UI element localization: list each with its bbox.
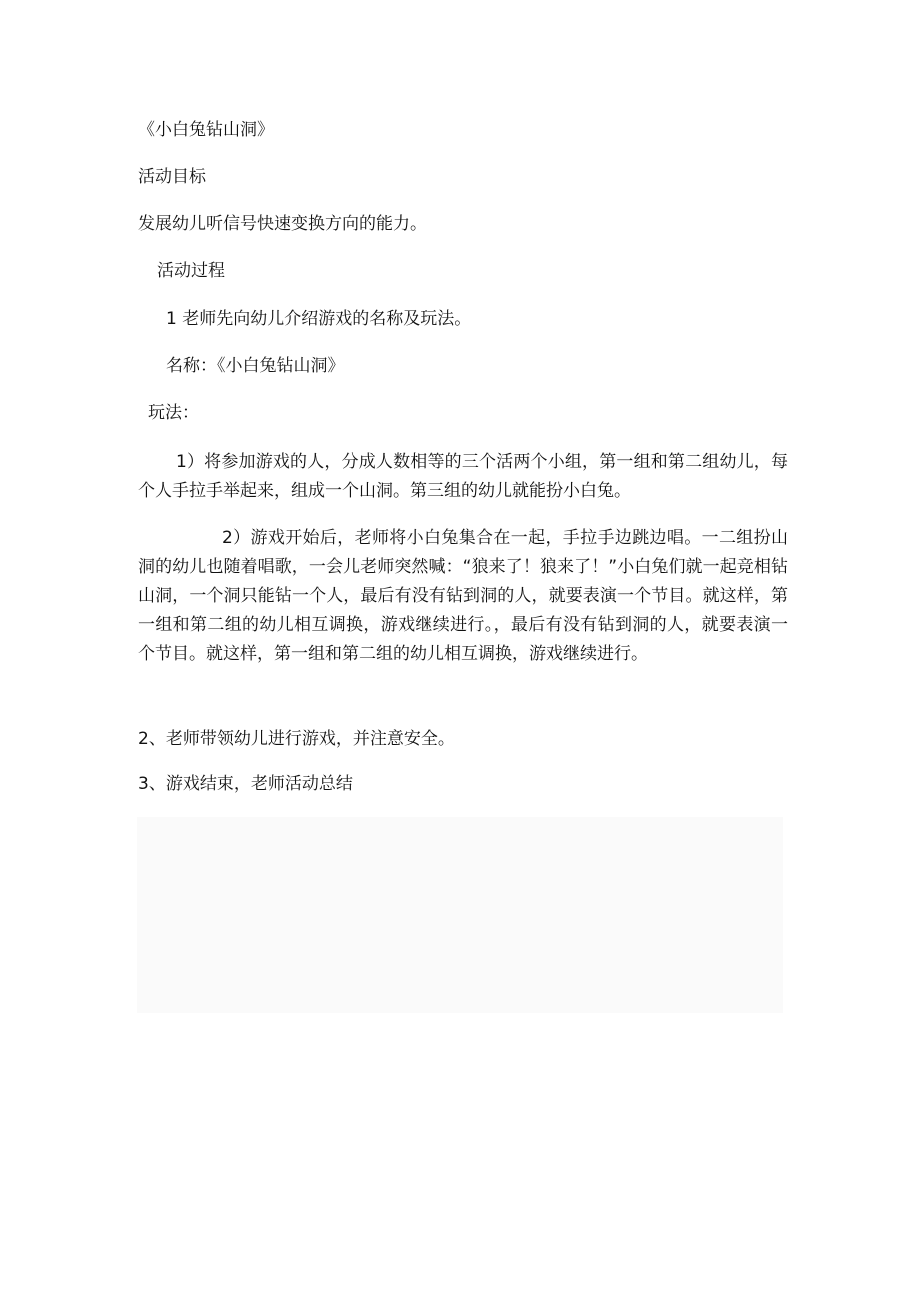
- blank-image-area: [137, 817, 783, 1013]
- rule-2-paragraph: 2）游戏开始后，老师将小白兔集合在一起，手拉手边跳边唱。一二组扮山洞的幼儿也随着唱歌，一会儿老师突然喊：“狼来了！狼来了！”小白兔们就一起竞相钻山洞，一个洞只能钻一个人，最后有没有钻到洞的人，就要表演一个节目。就这样，第一组和第二组的幼儿相互调换，游戏继续进行。，最后有没有钻到洞的人，就要表演一个节目。就这样，第一组和第二组的幼儿相互调换，游戏继续进行。: [138, 528, 788, 664]
- rules-heading: 玩法：: [148, 403, 199, 423]
- rule-1-paragraph: 1）将参加游戏的人，分成人数相等的三个活两个小组，第一组和第二组幼儿，每个人手拉手举起来，组成一个山洞。第三组的幼儿就能扮小白兔。: [138, 452, 788, 501]
- process-heading: 活动过程: [157, 261, 225, 281]
- goal-text: 发展幼儿听信号快速变换方向的能力。: [138, 214, 427, 234]
- game-name-line: 名称：《小白兔钻山洞》: [166, 356, 345, 376]
- goal-heading: 活动目标: [138, 167, 206, 187]
- step-3-text: 3、游戏结束，老师活动总结: [138, 774, 353, 794]
- step-2-text: 2、老师带领幼儿进行游戏，并注意安全。: [138, 729, 455, 749]
- document-title: 《小白兔钻山洞》: [138, 120, 274, 140]
- step-1-text: 1 老师先向幼儿介绍游戏的名称及玩法。: [166, 309, 472, 329]
